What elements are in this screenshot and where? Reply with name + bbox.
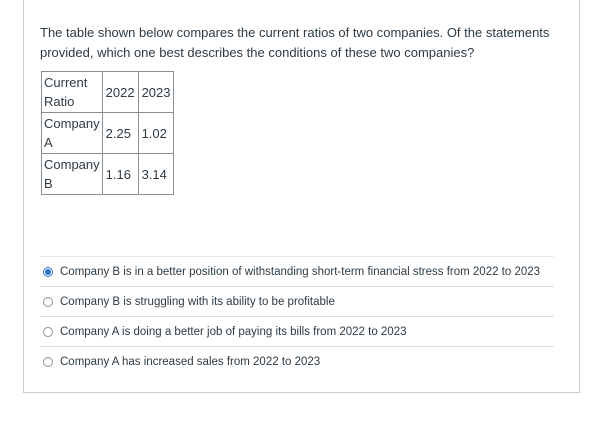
radio-unselected-icon[interactable] — [43, 357, 53, 367]
answer-option-4[interactable] — [40, 346, 554, 376]
radio-unselected-icon[interactable] — [43, 297, 53, 307]
row-label-company-b — [42, 154, 103, 195]
row-label-company-a — [42, 113, 103, 154]
answer-options — [40, 256, 554, 376]
question-line-1: The table shown below compares the current ratios of two companies. Of the statements — [40, 25, 550, 40]
cell-company-a-2022: 2.25 — [102, 113, 138, 154]
table-row — [42, 113, 174, 154]
header-label-line-1: Current — [44, 75, 88, 90]
question-card — [23, 0, 580, 393]
answer-option-2[interactable] — [40, 286, 554, 316]
answer-option-label: Company A is doing a better job of paying its bills from 2022 to 2023 — [60, 325, 407, 338]
table-row — [42, 154, 174, 195]
radio-selected-icon[interactable] — [43, 267, 53, 277]
question-text — [40, 23, 560, 63]
cell-company-b-2023: 3.14 — [138, 154, 174, 195]
row-label-line-2: B — [44, 176, 53, 191]
answer-option-label: Company B is struggling with its ability to be profitable — [60, 295, 335, 308]
row-label-line-1: Company — [44, 157, 100, 172]
question-line-2: provided, which one best describes the conditions of these two companies? — [40, 45, 475, 60]
answer-option-label: Company A has increased sales from 2022 to 2023 — [60, 355, 321, 368]
row-label-line-2: A — [44, 135, 53, 150]
table-header-row — [42, 72, 174, 113]
table-header-label — [42, 72, 103, 113]
answer-option-1[interactable] — [40, 256, 554, 286]
answer-option-label: Company B is in a better position of withstanding short-term financial stress from 2022 to 2023 — [60, 265, 541, 278]
cell-company-a-2023: 1.02 — [138, 113, 174, 154]
row-label-line-1: Company — [44, 116, 100, 131]
radio-unselected-icon[interactable] — [43, 327, 53, 337]
column-header-2023: 2023 — [138, 72, 174, 113]
current-ratio-table — [41, 71, 174, 195]
header-label-line-2: Ratio — [44, 94, 75, 109]
column-header-2022: 2022 — [102, 72, 138, 113]
answer-option-3[interactable] — [40, 316, 554, 346]
cell-company-b-2022: 1.16 — [102, 154, 138, 195]
